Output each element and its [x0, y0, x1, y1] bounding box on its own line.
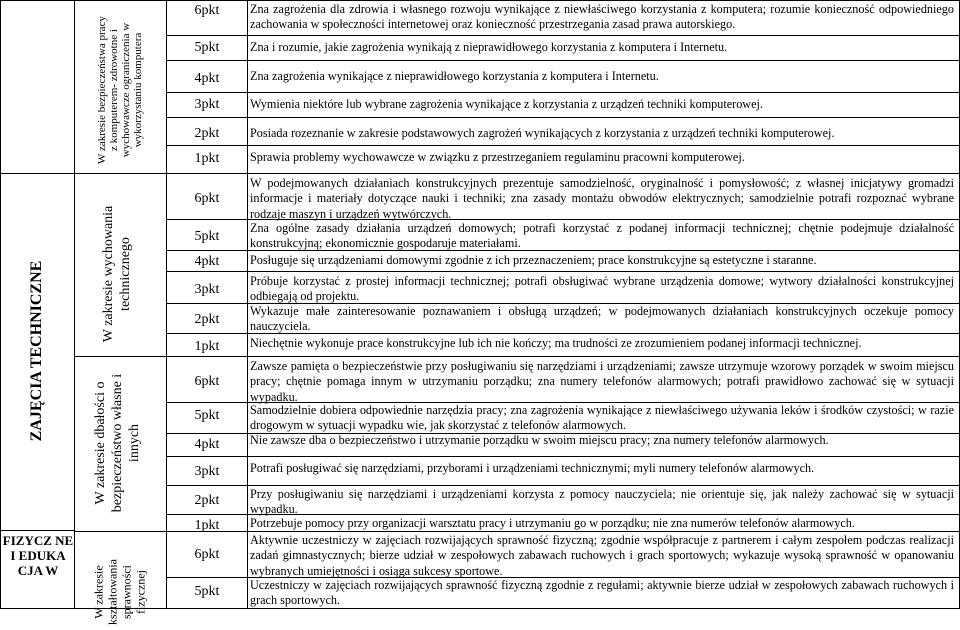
criterion-text: Zawsze pamięta o bezpieczeństwie przy posługiwaniu się narzędziami i urządzeniami; zawsze utrzymuje wzorowy porządek w swoim miejscu pracy; chętnie pomaga innym w utrzymaniu porządku; zna numery telefonów alarmowych; potrafi prawidłowo zachować się w sytuacji wypadku. [250, 359, 954, 404]
grade-label: 6pkt [194, 547, 220, 562]
grade-label: 2pkt [194, 493, 220, 508]
criterion-text: Zna ogólne zasady działania urządzeń domowych; potrafi korzystać z podanej informacji technicznej; chętnie podejmuje działalność konstrukcyjną; ekonomicznie gospodaruje materiałami. [250, 221, 954, 251]
grade-label: 3pkt [194, 282, 220, 297]
grade-label: 5pkt [194, 584, 220, 599]
criterion-text: Wykazuje małe zainteresowanie poznawaniem i obsługą urządzeń; w podejmowanych działaniach konstrukcyjnych oczekuje pomocy nauczyciela. [250, 304, 954, 334]
criterion-text: Sprawia problemy wychowawcze w związku z przestrzeganiem regulaminu pracowni komputerowej. [250, 150, 745, 164]
grade-label: 2pkt [194, 312, 220, 327]
grade-label: 6pkt [194, 191, 220, 206]
grade-label: 1pkt [194, 518, 220, 533]
grade-label: 3pkt [194, 464, 220, 479]
grade-label: 5pkt [194, 40, 220, 55]
criterion-text: Aktywnie uczestniczy w zajęciach rozwijających sprawność fizyczną; zgodnie współpracuje z partnerem i całym zespołem podczas realizacji zadań gimnastycznych; bierze udział w zespołowych zabawach ruchowych i grach sportowych; wykazuje wysoką sprawność w opanowaniu wybranych umiejętności i osiąga sukcesy sportowe. [250, 533, 954, 578]
criterion-text: W podejmowanych działaniach konstrukcyjnych prezentuje samodzielność, oryginalność i pomysłowość; z własnej inicjatywy gromadzi informacje i materiały dotyczące nauki i techniki; zna zasady montażu obwodów elektrycznych; samodzielnie potrafi rozpoznać wybrane rodzaje maszyn i urządzeń wytwórczych. [250, 176, 954, 221]
criterion-text: Przy posługiwaniu się narzędziami i urządzeniami korzysta z pomocy nauczyciela; nie orientuje się, jak należy zachować się w sytuacji wypadku. [250, 487, 954, 517]
grade-label: 1pkt [194, 339, 220, 354]
area-label-safety-pc: W zakresie bezpieczeństwa pracy z komputerem- zdrowotne i wychowawcze ograniczenia w wykorzystaniu komputera [96, 16, 144, 164]
criterion-text: Zna i rozumie, jakie zagrożenia wynikają z nieprawidłowego korzystania z komputera i Internetu. [250, 40, 728, 54]
criterion-text: Uczestniczy w zajęciach rozwijających sprawność fizyczną zgodnie z regułami; aktywnie bierze udział w zespołowych zabawach ruchowych i grach sportowych. [250, 578, 954, 608]
criterion-text: Próbuje korzystać z prostej informacji technicznej; potrafi obsługiwać wybrane urządzenia domowe; wytwory działalności konstrukcyjnej odbiegają od projektu. [250, 274, 954, 304]
area-label-technical-education: W zakresie wychowania technicznego [101, 205, 133, 343]
area-label-safety-care: W zakresie dbałości o bezpieczeństwo własne i innych [92, 373, 142, 513]
grade-label: 2pkt [194, 126, 220, 141]
criterion-text: Zna zagrożenia dla zdrowia i własnego rozwoju wynikające z niewłaściwego korzystania z komputera; rozumie konieczność odpowiedniego zachowania w społeczności internetowej oraz konieczność przestrzegania zasad prawa autorskiego. [250, 2, 954, 32]
criterion-text: Posiada rozeznanie w zakresie podstawowych zagrożeń wynikających z korzystania z urządzeń techniki komputerowej. [250, 126, 835, 140]
criterion-text: Nie zawsze dba o bezpieczeństwo i utrzymanie porządku w swoim miejscu pracy; zna numery telefonów alarmowych. [250, 433, 829, 447]
criterion-text: Potrafi posługiwać się narzędziami, przyborami i urządzeniami technicznymi; myli numery telefonów alarmowych. [250, 461, 815, 475]
criterion-text: Potrzebuje pomocy przy organizacji warsztatu pracy i utrzymaniu go w porządku; nie zna numerów telefonów alarmowych. [250, 516, 855, 530]
criterion-text: Niechętnie wykonuje prace konstrukcyjne lub ich nie kończy; ma trudności ze zrozumieniem podanej informacji technicznej. [250, 336, 862, 350]
criterion-text: Posługuje się urządzeniami domowymi zgodnie z ich przeznaczeniem; prace konstrukcyjne są estetyczne i staranne. [250, 253, 817, 267]
grade-label: 4pkt [194, 254, 220, 269]
criterion-text: Zna zagrożenia wynikające z nieprawidłowego korzystania z komputera i Internetu. [250, 69, 659, 83]
criterion-text: Samodzielnie dobiera odpowiednie narzędzia pracy; zna zagrożenia wynikające z niewłaściwego używania leków i środków czystości; w razie drogowym w sytuacji wypadku wie, jak skorzystać z telefonów alarmowych. [250, 403, 954, 433]
area-label-physical-ability: W zakresie kształtowania sprawności fizycznej [91, 559, 148, 625]
grade-label: 5pkt [194, 229, 220, 244]
grade-label: 3pkt [194, 97, 220, 112]
bottom-subject-label: FIZYCZ NE I EDUKA CJA W [2, 533, 74, 578]
subject-label: ZAJĘCIA TECHNICZNE [28, 260, 45, 442]
grade-label: 1pkt [194, 151, 220, 166]
criterion-text: Wymienia niektóre lub wybrane zagrożenia wynikające z korzystania z urządzeń techniki komputerowej. [250, 97, 763, 111]
grade-label: 5pkt [194, 408, 220, 423]
grade-label: 6pkt [194, 374, 220, 389]
grade-label: 6pkt [194, 3, 220, 18]
grade-label: 4pkt [194, 437, 220, 452]
grade-label: 4pkt [194, 71, 220, 86]
